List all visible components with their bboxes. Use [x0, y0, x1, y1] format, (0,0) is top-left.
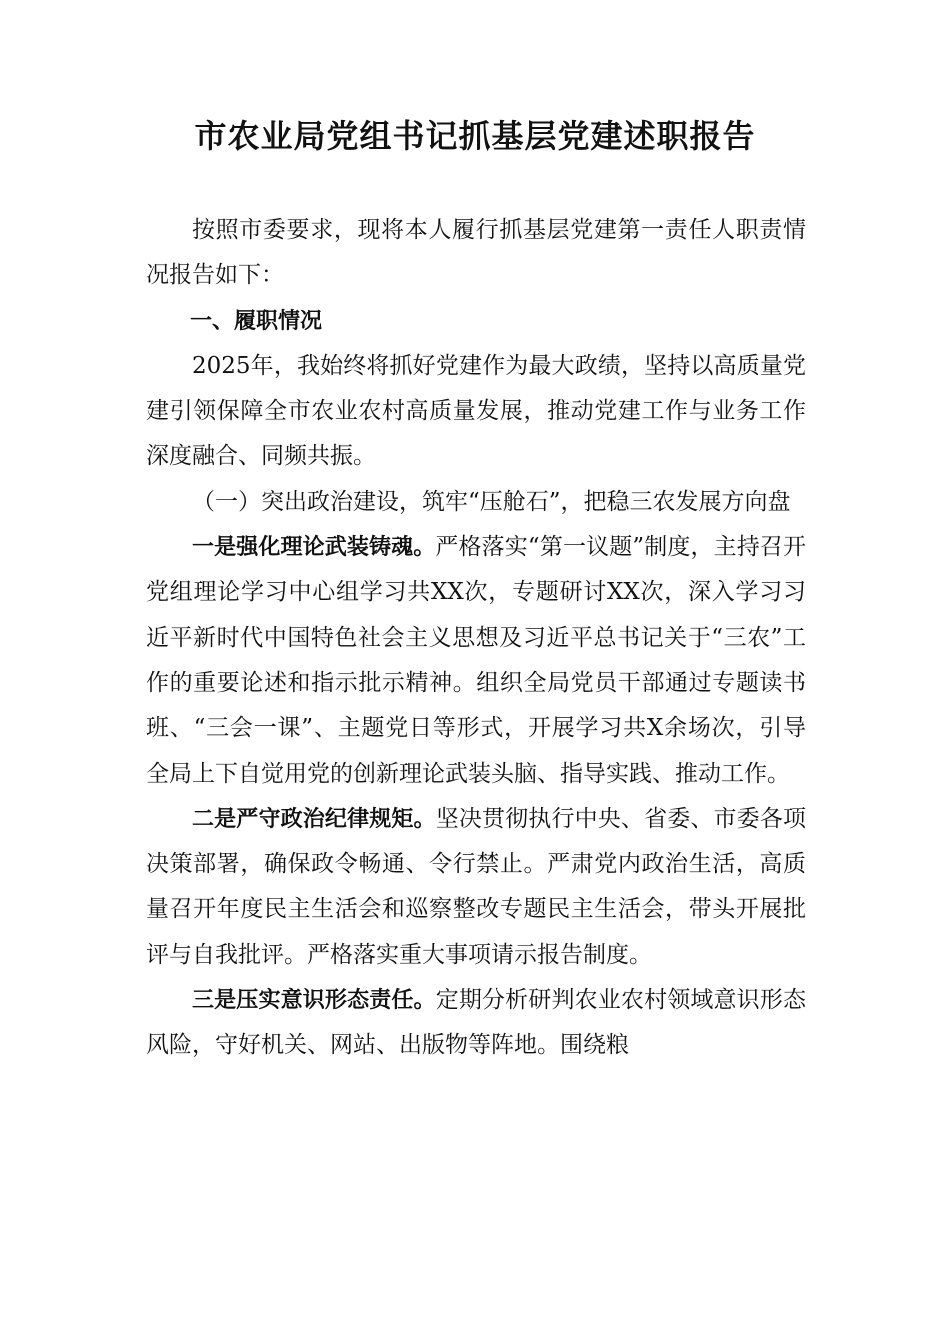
section-summary-paragraph: 2025年，我始终将抓好党建作为最大政绩，坚持以高质量党建引领保障全市农业农村高质量发展，推动党建工作与业务工作深度融合、同频共振。	[146, 352, 806, 470]
item-paragraph-1	[146, 525, 806, 797]
section-heading: 一、履职情况	[190, 308, 323, 334]
item-lead-1: 一是强化理论武装铸魂。	[192, 535, 436, 561]
item-paragraph-3	[146, 978, 806, 1069]
item-text-3: 定期分析研判农业农村领域意识形态风险，守好机关、网站、出版物等阵地。围绕粮	[146, 987, 806, 1059]
document-title: 市农业局党组书记抓基层党建述职报告	[194, 117, 756, 155]
document-body	[146, 208, 806, 1069]
item-text-1: 严格落实“第一议题”制度，主持召开党组理论学习中心组学习共XX次，专题研讨XX次，深入学习习近平新时代中国特色社会主义思想及习近平总书记关于“三农”工作的重要论述和指示批示精神。组织全局党员干部通过专题读书班、“三会一课”、主题党日等形式，开展学习共X余场次，引导全局上下自觉用党的创新理论武装头脑、指导实践、推动工作。	[146, 534, 806, 787]
item-paragraph-2	[146, 797, 806, 978]
item-text-2: 坚决贯彻执行中央、省委、市委各项决策部署，确保政令畅通、令行禁止。严肃党内政治生活，高质量召开年度民主生活会和巡察整改专题民主生活会，带头开展批评与自我批评。严格落实重大事项请示报告制度。	[146, 805, 806, 968]
item-lead-2: 二是严守政治纪律规矩。	[192, 806, 436, 832]
subsection-heading: （一）突出政治建设，筑牢“压舱石”，把稳三农发展方向盘	[192, 488, 791, 515]
item-lead-3: 三是压实意识形态责任。	[192, 988, 436, 1014]
intro-paragraph: 按照市委要求，现将本人履行抓基层党建第一责任人职责情况报告如下：	[146, 217, 806, 289]
